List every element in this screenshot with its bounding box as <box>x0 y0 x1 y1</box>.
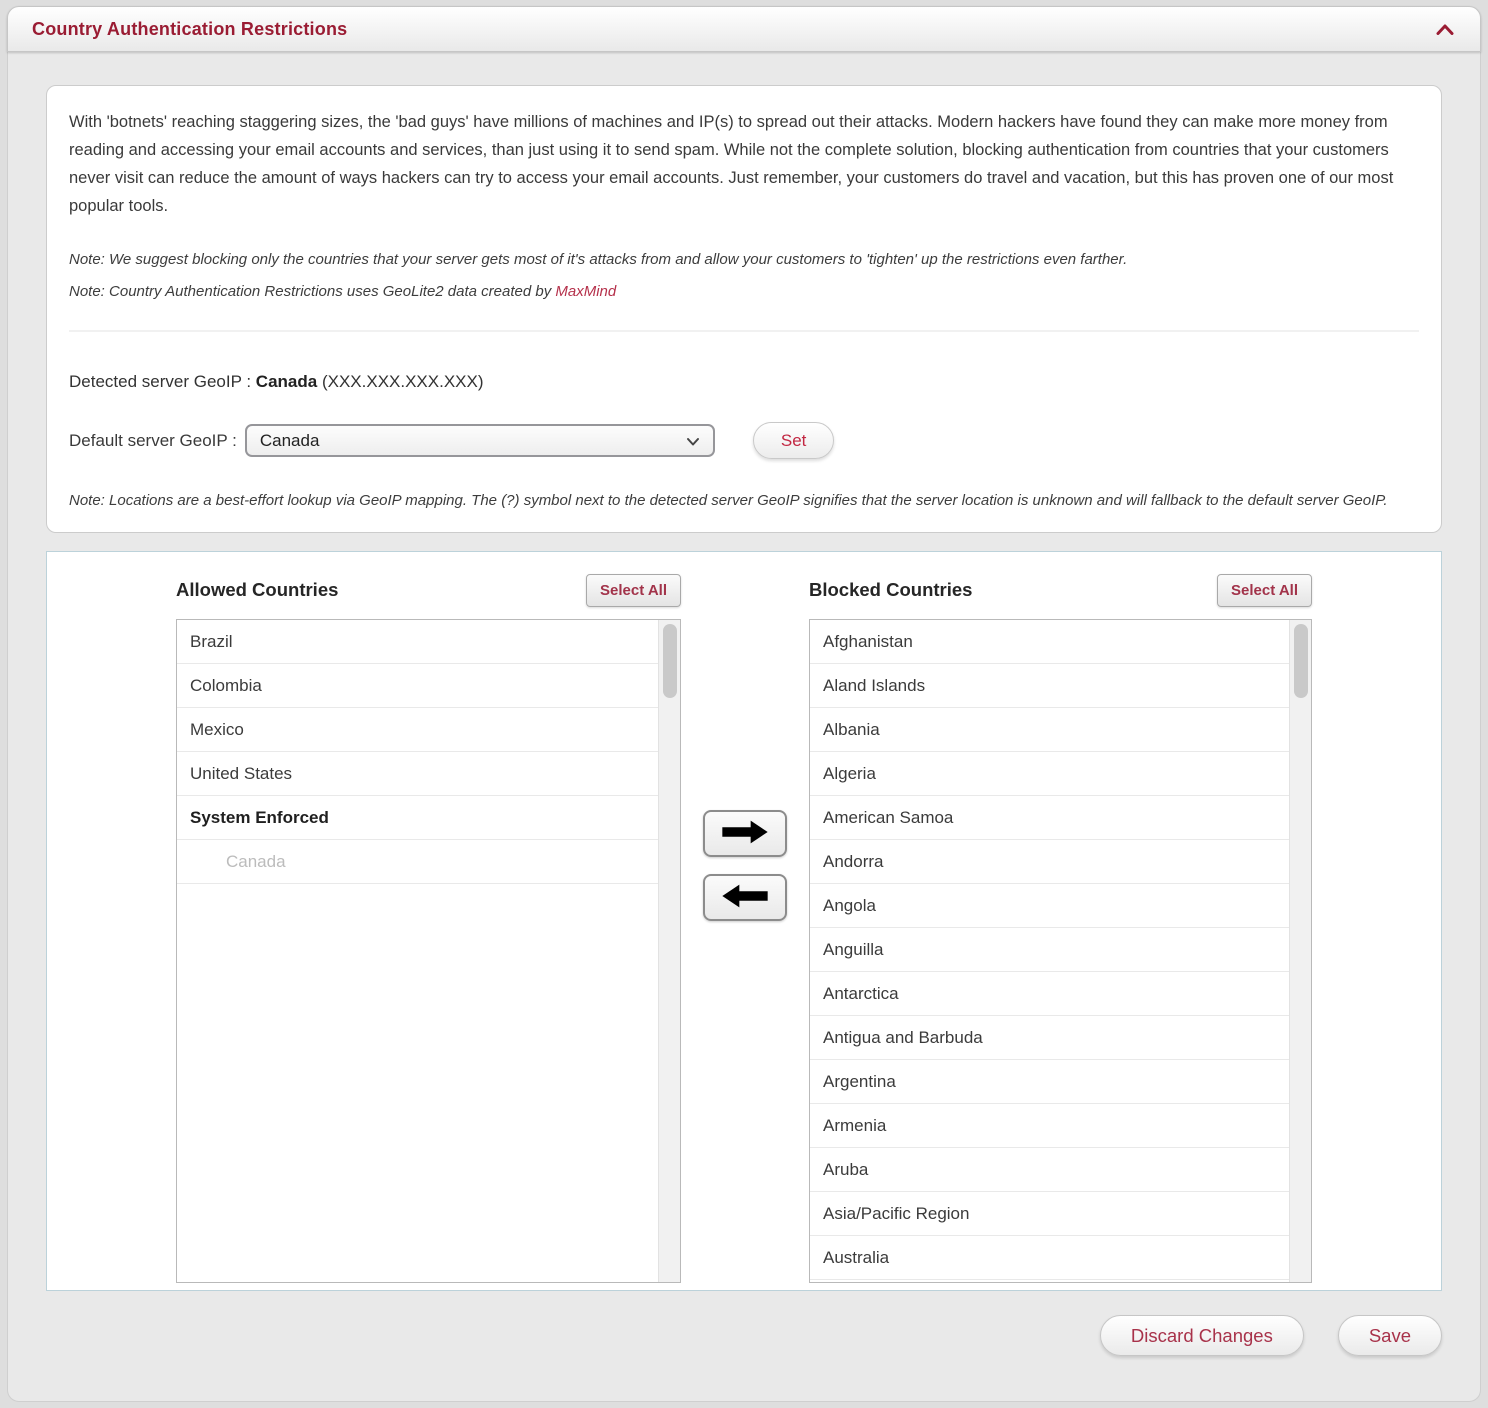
blocked-items <box>810 620 1289 1280</box>
maxmind-link[interactable]: MaxMind <box>555 283 617 300</box>
set-button[interactable]: Set <box>753 422 835 459</box>
allowed-title: Allowed Countries <box>176 579 339 600</box>
blocked-list-scrollbar[interactable] <box>1289 620 1311 1282</box>
system-enforced-items <box>177 840 658 884</box>
blocked-country-row[interactable]: American Samoa <box>810 796 1289 840</box>
blocked-header <box>809 572 1312 608</box>
note-geolite-text: Note: Country Authentication Restrictions uses GeoLite2 data created by <box>69 283 556 300</box>
allowed-country-row[interactable]: Brazil <box>177 620 658 664</box>
default-geoip-select[interactable] <box>245 424 715 457</box>
detected-geoip-label: Detected server GeoIP : <box>69 372 252 391</box>
blocked-country-row[interactable]: Andorra <box>810 840 1289 884</box>
default-geoip-label: Default server GeoIP : <box>69 430 237 450</box>
intro-notes <box>69 244 1419 308</box>
footer-buttons <box>46 1315 1442 1356</box>
country-auth-restrictions-panel <box>7 6 1481 1402</box>
move-to-blocked-button[interactable] <box>703 810 787 857</box>
allowed-header <box>176 572 681 608</box>
system-enforced-header-row: System Enforced <box>177 796 658 840</box>
section-body <box>7 52 1481 1402</box>
allowed-list-scrollbar[interactable] <box>658 620 680 1282</box>
blocked-country-row[interactable]: Angola <box>810 884 1289 928</box>
divider <box>69 330 1419 332</box>
blocked-list-box <box>809 619 1312 1283</box>
arrow-left-icon <box>718 879 772 916</box>
blocked-country-row[interactable]: Afghanistan <box>810 620 1289 664</box>
blocked-country-row[interactable]: Anguilla <box>810 928 1289 972</box>
blocked-country-row[interactable]: Australia <box>810 1236 1289 1280</box>
allowed-country-row[interactable]: United States <box>177 752 658 796</box>
blocked-select-all-button[interactable]: Select All <box>1217 574 1312 607</box>
move-buttons-column <box>681 572 809 1283</box>
default-geoip-row <box>69 422 1419 459</box>
blocked-country-row[interactable]: Aruba <box>810 1148 1289 1192</box>
blocked-title: Blocked Countries <box>809 579 973 600</box>
detected-geoip-ip: (XXX.XXX.XXX.XXX) <box>321 372 484 391</box>
blocked-country-row[interactable]: Aland Islands <box>810 664 1289 708</box>
default-geoip-selected-value: Canada <box>259 430 320 450</box>
blocked-country-row[interactable]: Argentina <box>810 1060 1289 1104</box>
blocked-country-row[interactable]: Algeria <box>810 752 1289 796</box>
chevron-down-icon <box>686 431 700 451</box>
discard-changes-button[interactable]: Discard Changes <box>1100 1315 1304 1356</box>
intro-paragraph: With 'botnets' reaching staggering sizes, the 'bad guys' have millions of machines and IP(s) to spread out their attacks. Modern hackers have found they can make more money from reading and accessing your email accounts and services, than just using it to send spam. While not the complete solution, blocking authentication from countries that your customers never visit can reduce the amount of ways hackers can try to access your email accounts. Just remember, your customers do travel and vacation, but this has proven one of our most popular tools. <box>69 113 1394 215</box>
blocked-country-row[interactable]: Antarctica <box>810 972 1289 1016</box>
note-geolite <box>69 276 1419 308</box>
allowed-column <box>176 572 681 1283</box>
blocked-country-list <box>810 620 1289 1280</box>
detected-geoip-country: Canada <box>255 372 318 391</box>
blocked-list-scrollbar-thumb[interactable] <box>1294 624 1308 698</box>
system-enforced-country-row: Canada <box>177 840 658 884</box>
save-button[interactable]: Save <box>1338 1315 1442 1356</box>
allowed-country-list <box>177 620 658 884</box>
country-lists-box <box>46 551 1442 1291</box>
blocked-country-row[interactable]: Armenia <box>810 1104 1289 1148</box>
blocked-country-row[interactable]: Asia/Pacific Region <box>810 1192 1289 1236</box>
note-attacks: Note: We suggest blocking only the countries that your server gets most of it's attacks from and allow your customers to 'tighten' up the restrictions even farther. <box>69 251 1128 268</box>
detected-geoip-row <box>69 372 1419 392</box>
allowed-country-row[interactable]: Mexico <box>177 708 658 752</box>
arrow-right-icon <box>718 815 772 852</box>
intro-box <box>46 85 1442 533</box>
allowed-list-box <box>176 619 681 1283</box>
note-locations: Note: Locations are a best-effort lookup via GeoIP mapping. The (?) symbol next to the detected server GeoIP signifies that the server location is unknown and will fallback to the default server GeoIP. <box>69 492 1388 509</box>
blocked-country-row[interactable]: Antigua and Barbuda <box>810 1016 1289 1060</box>
move-to-allowed-button[interactable] <box>703 874 787 921</box>
allowed-items <box>177 620 658 796</box>
section-title: Country Authentication Restrictions <box>32 18 348 39</box>
allowed-select-all-button[interactable]: Select All <box>586 574 681 607</box>
allowed-country-row[interactable]: Colombia <box>177 664 658 708</box>
lists-columns <box>47 572 1441 1283</box>
blocked-column <box>809 572 1312 1283</box>
blocked-country-row[interactable]: Albania <box>810 708 1289 752</box>
section-header[interactable] <box>7 6 1481 52</box>
chevron-up-icon[interactable] <box>1436 24 1454 35</box>
allowed-list-scrollbar-thumb[interactable] <box>663 624 677 698</box>
